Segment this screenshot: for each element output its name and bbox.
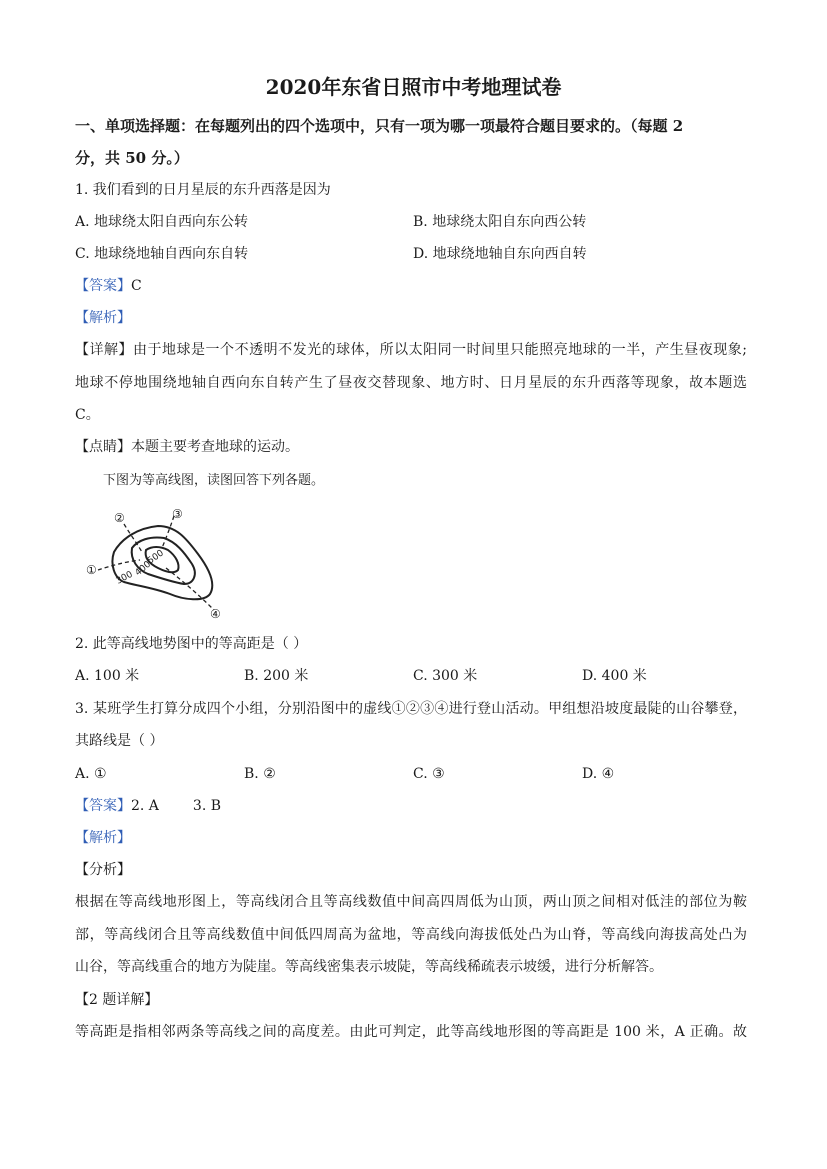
contour-label-300: 300 <box>114 569 135 587</box>
q3-option-b: B. ② <box>244 766 276 782</box>
q1-analysis-tag: 【解析】 <box>75 310 131 326</box>
q23-fenxi-line3: 山谷，等高线重合的地方为陡崖。等高线密集表示坡陡，等高线稀疏表示坡缓，进行分析解答。 <box>75 959 663 975</box>
route-marker-2: ② <box>114 511 125 525</box>
q23-fenxi-tag: 【分析】 <box>75 862 131 878</box>
q1-comment: 【点睛】本题主要考查地球的运动。 <box>75 439 299 455</box>
answer-tag: 【答案】 <box>75 798 131 814</box>
q3-answer-value: 3. B <box>192 798 222 814</box>
q1-detail-line3: C。 <box>75 407 100 423</box>
q2-option-a: A. 100 米 <box>75 668 140 684</box>
q2-option-d: D. 400 米 <box>582 668 647 684</box>
q1-option-b: B. 地球绕太阳自东向西公转 <box>413 214 587 230</box>
q3-option-c: C. ③ <box>413 766 445 782</box>
section-heading: 一、单项选择题：在每题列出的四个选项中，只有一项为哪一项最符合题目要求的。（每题 2 <box>75 117 684 135</box>
section-heading-cont: 分，共 50 分。） <box>75 149 189 167</box>
q3-option-d: D. ④ <box>582 766 615 782</box>
contour-label-500: 500 <box>145 548 166 567</box>
q2-answer-value: 2. A <box>131 798 159 814</box>
q1-answer-value: C <box>131 278 142 294</box>
q1-detail-line2: 地球不停地围绕地轴自西向东自转产生了昼夜交替现象、地方时、日月星辰的东升西落等现象，故本题选 <box>75 375 747 391</box>
route-1 <box>98 560 140 570</box>
q3-stem-line2: 其路线是（ ） <box>75 733 164 749</box>
figure-intro: 下图为等高线图，读图回答下列各题。 <box>103 473 325 488</box>
page-title: 2020年东省日照市中考地理试卷 <box>265 75 562 99</box>
q2-option-b: B. 200 米 <box>244 668 309 684</box>
q2-option-c: C. 300 米 <box>413 668 478 684</box>
q23-analysis-tag: 【解析】 <box>75 830 131 846</box>
q1-detail-line1: 【详解】由于地球是一个不透明不发光的球体，所以太阳同一时间里只能照亮地球的一半，产生昼夜现象; <box>75 342 747 358</box>
answer-tag: 【答案】 <box>75 278 131 294</box>
q1-option-d: D. 地球绕地轴自东向西自转 <box>413 246 587 262</box>
q23-fenxi-line2: 部，等高线闭合且等高线数值中间低四周高为盆地，等高线向海拔低处凸为山脊，等高线向海拔高处凸为 <box>75 927 747 943</box>
q23-fenxi-line1: 根据在等高线地形图上，等高线闭合且等高线数值中间高四周低为山顶，两山顶之间相对低洼的部位为鞍 <box>75 894 747 910</box>
q3-option-a: A. ① <box>75 766 107 782</box>
route-marker-1: ① <box>86 563 97 577</box>
q1-stem: 1. 我们看到的日月星辰的东升西落是因为 <box>75 182 331 198</box>
q2-detail-line1: 等高距是指相邻两条等高线之间的高度差。由此可判定，此等高线地形图的等高距是 100 米，A 正确。故 <box>75 1024 747 1040</box>
q3-stem-line1: 3. 某班学生打算分成四个小组，分别沿图中的虚线①②③④进行登山活动。甲组想沿坡度最陡的山谷攀登， <box>75 701 747 717</box>
q1-option-a: A. 地球绕太阳自西向东公转 <box>75 214 249 230</box>
q2-stem: 2. 此等高线地势图中的等高距是（ ） <box>75 636 308 652</box>
route-4 <box>166 568 214 610</box>
route-marker-4: ④ <box>210 607 221 621</box>
q23-answer <box>75 796 221 816</box>
q2-detail-tag: 【2 题详解】 <box>75 992 159 1008</box>
q1-option-c: C. 地球绕地轴自西向东自转 <box>75 246 249 262</box>
contour-map-figure <box>80 502 230 624</box>
contour-label-400: 400 <box>133 559 154 579</box>
route-marker-3: ③ <box>172 507 183 521</box>
q1-answer <box>75 276 142 296</box>
